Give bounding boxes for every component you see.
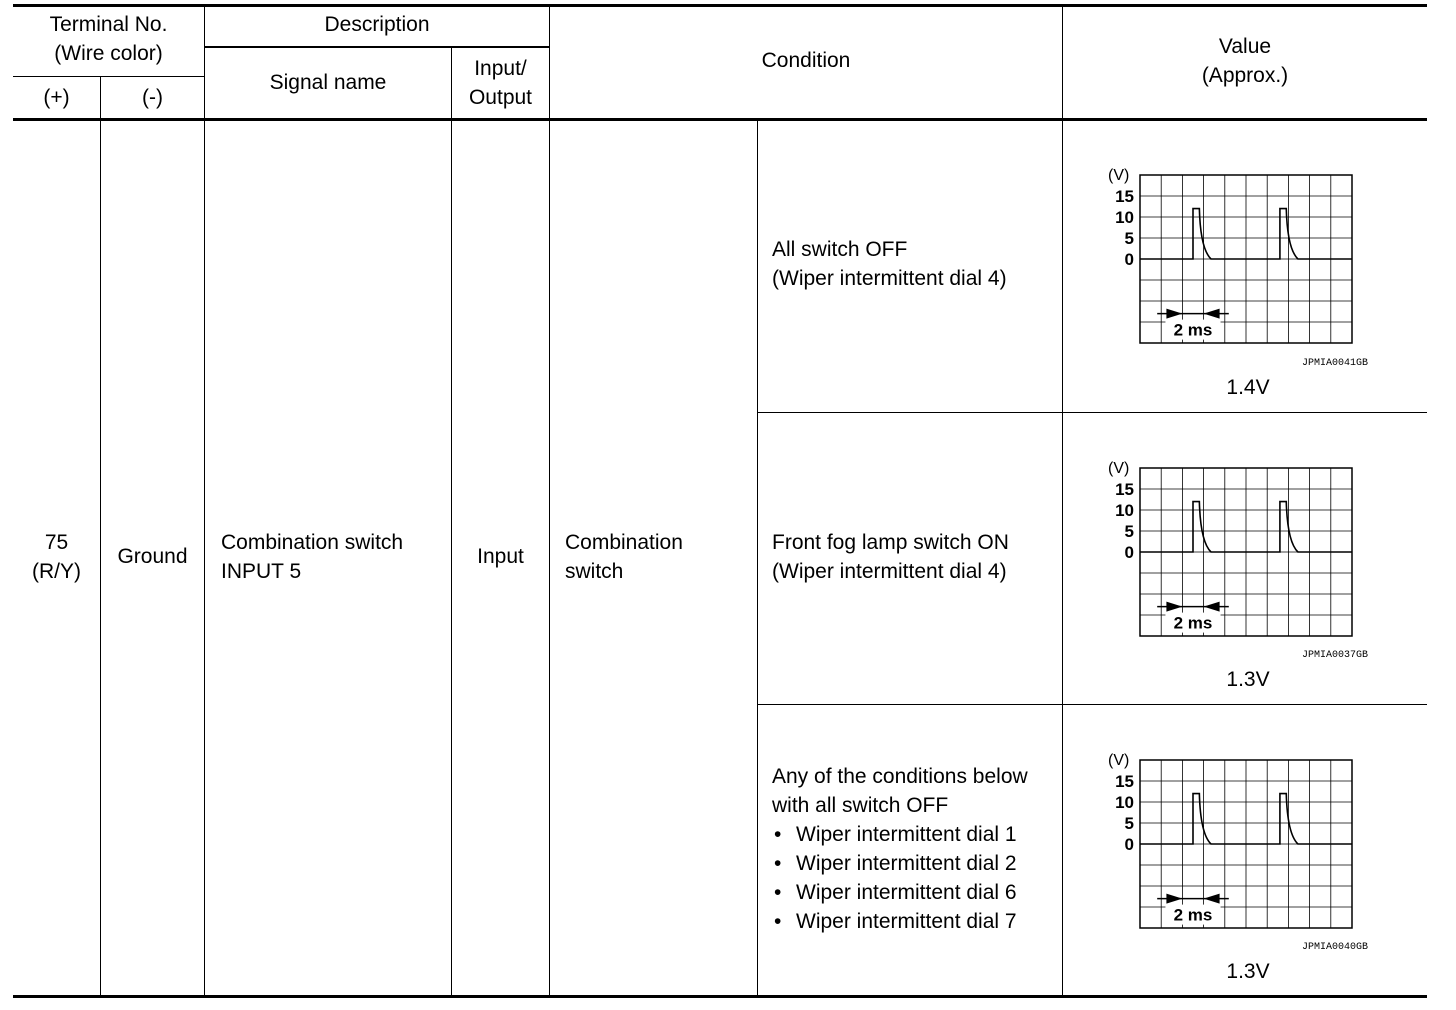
header-signal-name: Signal name [269, 71, 387, 94]
value-3: 1.3V [1226, 960, 1270, 983]
header-description: Description [324, 13, 430, 36]
value-1: 1.4V [1226, 376, 1270, 399]
header-minus: (-) [142, 86, 163, 109]
io-type: Input [477, 545, 524, 568]
col-divider-terminal-description [204, 6, 205, 996]
terminal-wire-color: (R/Y) [32, 560, 81, 583]
oscilloscope-waveform-3 [1102, 745, 1402, 955]
description-subheader-line [204, 46, 549, 48]
terminal-minus: Ground [117, 545, 188, 568]
scope-y-tick: 15 [1115, 187, 1134, 206]
scope-time-marker [1157, 894, 1229, 925]
header-wire-color: (Wire color) [54, 42, 163, 65]
scope-time-marker [1157, 602, 1229, 633]
scope-y-tick: 5 [1124, 522, 1134, 541]
scope-y-tick: 10 [1115, 208, 1134, 227]
condition-group-line1: Combination [565, 531, 683, 554]
figure-code-3: JPMIA0040GB [1302, 942, 1369, 953]
header-plus: (+) [43, 86, 70, 109]
condition-2-line2: (Wiper intermittent dial 4) [772, 560, 1007, 583]
header-value-line2: (Approx.) [1201, 64, 1289, 87]
condition-3-bullet: • Wiper intermittent dial 2 [772, 849, 1017, 878]
scope-time-label: 2 ms [1173, 320, 1213, 340]
scope-y-tick: 0 [1124, 835, 1134, 854]
signal-name-line2: INPUT 5 [221, 560, 302, 583]
value-2: 1.3V [1226, 668, 1270, 691]
scope-y-tick: 10 [1115, 501, 1134, 520]
scope-y-tick: 0 [1124, 543, 1134, 562]
signal-name-line1: Combination switch [221, 531, 404, 554]
scope-time-marker [1157, 309, 1229, 340]
scope-unit: (V) [1108, 752, 1130, 769]
condition-group-line2: switch [565, 560, 624, 583]
header-terminal-no: Terminal No. [49, 13, 168, 36]
scope-time-label: 2 ms [1173, 905, 1213, 925]
figure-code-2: JPMIA0037GB [1302, 650, 1369, 661]
condition-3-bullet-list [772, 820, 1017, 936]
scope-svg [1102, 160, 1402, 370]
condition-1-line1: All switch OFF [772, 238, 908, 261]
scope-y-tick: 5 [1124, 814, 1134, 833]
oscilloscope-waveform-2 [1102, 453, 1402, 663]
condition-2-line1: Front fog lamp switch ON [772, 531, 1009, 554]
header-input-output-line2: Output [468, 86, 533, 109]
header-value-line1: Value [1218, 35, 1272, 58]
scope-y-tick: 5 [1124, 229, 1134, 248]
scope-unit: (V) [1108, 460, 1130, 477]
scope-y-tick: 15 [1115, 772, 1134, 791]
scope-svg [1102, 745, 1402, 955]
bottom-border [13, 995, 1427, 998]
scope-y-tick: 15 [1115, 480, 1134, 499]
scope-y-tick: 0 [1124, 250, 1134, 269]
condition-3-bullet: • Wiper intermittent dial 1 [772, 820, 1017, 849]
scope-time-label: 2 ms [1173, 613, 1213, 633]
col-divider-description-condition [549, 6, 550, 996]
oscilloscope-waveform-1 [1102, 160, 1402, 370]
col-divider-plus-minus [100, 76, 101, 996]
scope-y-tick: 10 [1115, 793, 1134, 812]
condition-1-line2: (Wiper intermittent dial 4) [772, 267, 1007, 290]
col-divider-condition-value [1062, 6, 1063, 996]
col-divider-signal-io [451, 46, 452, 996]
condition-3-bullet: • Wiper intermittent dial 6 [772, 878, 1017, 907]
header-condition: Condition [761, 49, 851, 72]
terminal-plus-number: 75 [44, 531, 69, 554]
header-bottom-border [13, 118, 1427, 121]
top-border [13, 4, 1427, 7]
row-divider-2 [757, 704, 1427, 705]
col-divider-condition-inner [757, 120, 758, 996]
scope-unit: (V) [1108, 167, 1130, 184]
header-input-output-line1: Input/ [474, 57, 527, 80]
row-divider-1 [757, 412, 1427, 413]
condition-3-line2: with all switch OFF [772, 794, 949, 817]
scope-svg [1102, 453, 1402, 663]
figure-code-1: JPMIA0041GB [1302, 358, 1369, 369]
condition-3-line1: Any of the conditions below [772, 765, 1028, 788]
terminal-subheader-line [13, 76, 204, 77]
condition-3-bullet: • Wiper intermittent dial 7 [772, 907, 1017, 936]
